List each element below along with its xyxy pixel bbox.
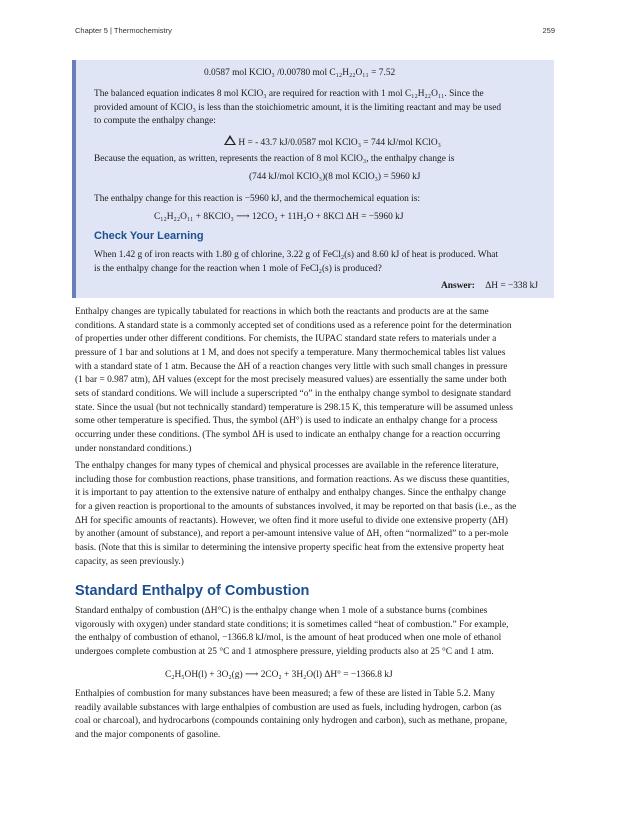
check-your-learning-text: When 1.42 g of iron reacts with 1.80 g of chlorine, 3.22 g of FeCl₂(s) and 8.60 kJ of heat is produced. What is the enthalpy change for the reaction when 1 mole of FeCl₂(s) is produced?: [94, 250, 499, 274]
chapter-title: Chapter 5 | Thermochemistry: [75, 26, 172, 35]
delta-triangle-icon: [224, 135, 236, 145]
check-your-learning-heading: Check Your Learning: [94, 230, 204, 242]
example-paragraph-3: The enthalpy change for this reaction is −5960 kJ, and the thermochemical equation is:: [94, 194, 421, 204]
example-box: [72, 60, 554, 298]
ethanol-combustion-equation: C₂H₅OH(l) + 3O₂(g) ⟶ 2CO₂ + 3H₂O(l) ΔH° = −1366.8 kJ: [165, 670, 393, 680]
thermochemical-equation: C₁₂H₂₂O₁₁ + 8KClO₃ ⟶ 12CO₂ + 11H₂O + 8KCl ΔH = −5960 kJ: [154, 212, 404, 222]
equation-total-enthalpy: (744 kJ/mol KClO₃)(8 mol KClO₃) = 5960 kJ: [249, 172, 421, 182]
answer-line: [441, 281, 538, 291]
answer-value: ΔH = −338 kJ: [485, 281, 538, 291]
example-paragraph-2: Because the equation, as written, represents the reaction of 8 mol KClO₃, the enthalpy change is: [94, 154, 455, 164]
equation-ratio: 0.0587 mol KClO₃ /0.00780 mol C₁₂H₂₂O₁₁ = 7.52: [204, 68, 396, 78]
equation-enthalpy-per-mol: H = - 43.7 kJ/0.0587 mol KClO₃ = 744 kJ/mol KClO₃: [224, 135, 441, 148]
paragraph-combustion-definition: Standard enthalpy of combustion (ΔH°C) is the enthalpy change when 1 mole of a substance burns (combines vigorously with oxygen) under standard state conditions; it is sometimes called “heat of combustion.” For example, the enthalpy of combustion of ethanol, −1366.8 kJ/mol, is the amount of heat produced when one mole of ethanol undergoes complete combustion at 25 °C and 1 atmosphere pressure, yielding products also at 25 °C and 1 atm.: [75, 606, 509, 657]
paragraph-fuels: Enthalpies of combustion for many substances have been measured; a few of these are listed in Table 5.2. Many readily available substances with large enthalpies of combustion are used as fuels, including hydrogen, carbon (as coal or charcoal), and hydrocarbons (compounds containing only hydrogen and carbon), such as methane, propane, and the major components of gasoline.: [75, 689, 508, 740]
paragraph-standard-state: Enthalpy changes are typically tabulated for reactions in which both the reactants and products are at the same conditions. A standard state is a commonly accepted set of conditions used as a reference point for the determination of properties under other different conditions. For chemists, the IUPAC standard state refers to materials under a pressure of 1 bar and solutions at 1 M, and does not specify a temperature. Many thermochemical tables list values with a standard state of 1 atm. Because the ΔH of a reaction changes very little with such small changes in pressure (1 bar = 0.987 atm), ΔH values (except for the most precisely measured values) are essentially the same under both sets of standard conditions. We will include a superscripted “o” in the enthalpy change symbol to designate standard state. Since the usual (but not technically standard) temperature is 298.15 K, this temperature will be assumed unless some other temperature is specified. Thus, the symbol (ΔH°) is used to indicate an enthalpy change for a process occurring under these conditions. (The symbol ΔH is used to indicate an enthalpy change for a reaction occurring under nonstandard conditions.): [75, 307, 513, 454]
answer-label: Answer:: [440, 281, 475, 291]
page-number: 259: [542, 26, 555, 35]
section-heading-combustion: Standard Enthalpy of Combustion: [75, 583, 310, 599]
page-header: [75, 26, 555, 38]
example-paragraph-1: The balanced equation indicates 8 mol KClO₃ are required for reaction with 1 mol C₁₂H₂₂O₁₁. Since the provided amount of KClO₃ is less than the stoichiometric amount, it is the limiting reactant and may be used to compute the enthalpy change:: [94, 89, 502, 126]
paragraph-extensive-property: The enthalpy changes for many types of chemical and physical processes are available in the reference literature, including those for combustion reactions, phase transitions, and formation reactions. As we discuss these quantities, it is important to pay attention to the extensive nature of enthalpy and enthalpy changes. Since the enthalpy change for a given reaction is proportional to the amounts of substances involved, it may be reported on that basis (i.e., as the ΔH for specific amounts of reactants). However, we often find it more useful to divide one extensive property (ΔH) by another (amount of substance), and report a per-amount intensive value of ΔH, often “normalized” to a per-mole basis. (Note that this is similar to determining the intensive property specific heat from the extensive property heat capacity, as seen previously.): [75, 461, 517, 567]
